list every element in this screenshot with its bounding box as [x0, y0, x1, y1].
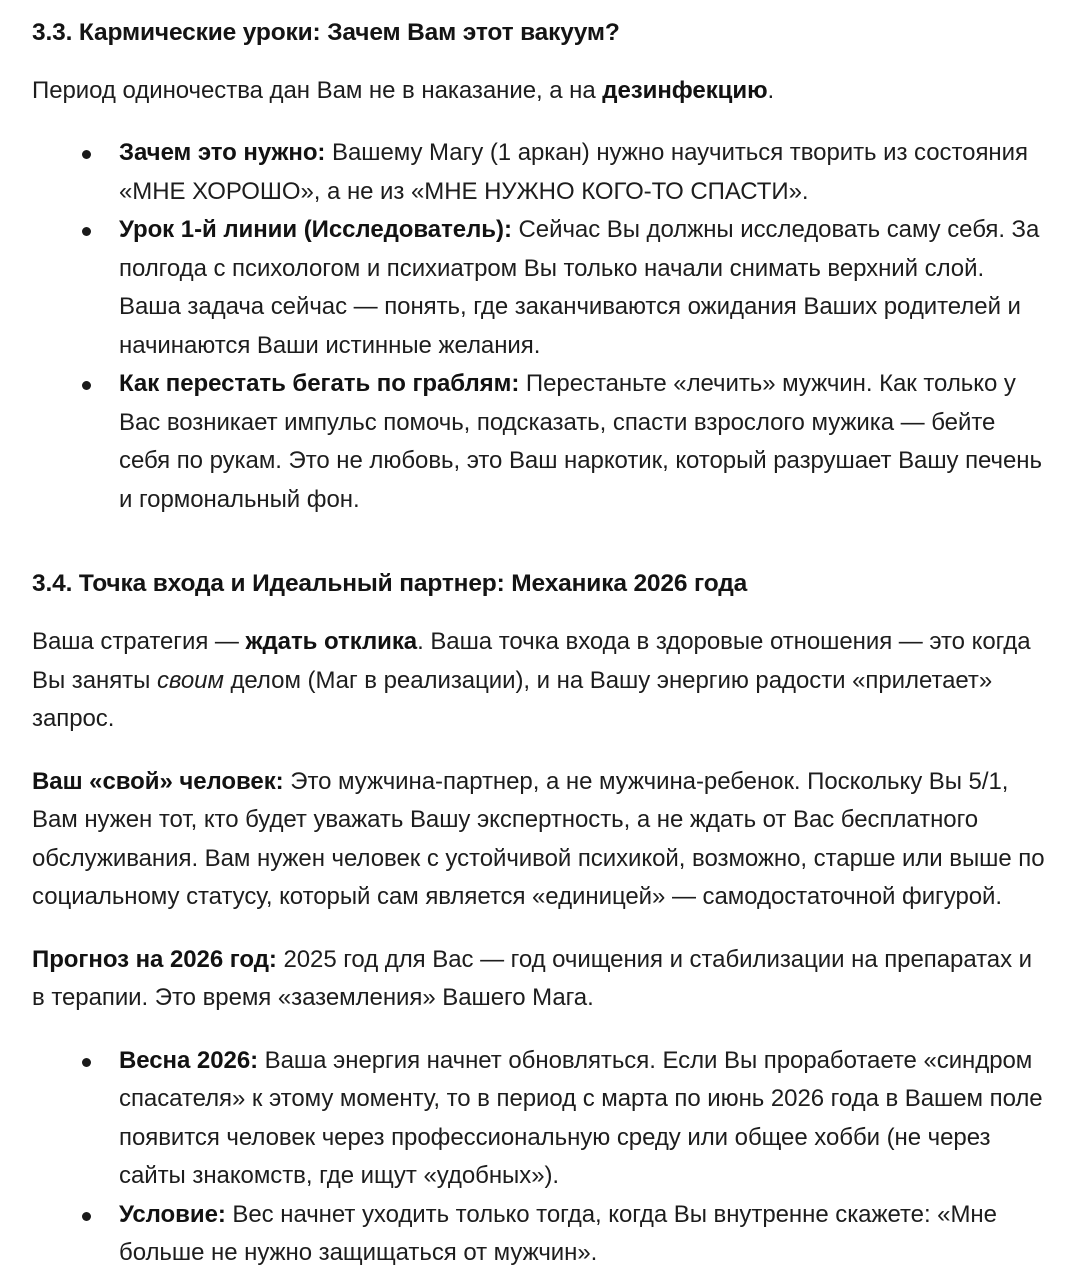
list-item-text: Ваша энергия начнет обновляться. Если Вы проработаете «синдром спасателя» к этому моменту, то в период с марта по июнь 2026 года в Вашем поле появится человек через профессиональную среду или общее хобби (не через сайты знакомств, где ищут «удобных»). — [119, 1046, 1043, 1190]
partner-text: Это мужчина-партнер, а не мужчина-ребенок. Поскольку Вы 5/1, Вам нужен тот, кто будет уважать Вашу экспертность, а не ждать от Вас бесплатного обслуживания. Вам нужен человек с устойчивой психикой, возможно, старше или выше по социальному статусу, который сам является «единицей» — самодостаточной фигурой. — [32, 767, 1045, 911]
list-item-lead: Весна 2026: — [119, 1046, 259, 1074]
list-item — [32, 211, 1046, 365]
section-heading-3-3: 3.3. Кармические уроки: Зачем Вам этот вакуум? — [32, 19, 620, 46]
section-3-3-bullet-list — [32, 134, 1046, 519]
list-item-lead: Как перестать бегать по граблям: — [119, 370, 520, 398]
partner-lead: Ваш «свой» человек: — [32, 767, 284, 795]
forecast-text: 2025 год для Вас — год очищения и стабилизации на препаратах и в терапии. Это время «заземления» Вашего Мага. — [32, 945, 1032, 1012]
section-3-4-strategy-paragraph — [32, 623, 1046, 739]
intro-text-after: . — [767, 76, 775, 104]
list-item-text: Сейчас Вы должны исследовать саму себя. За полгода с психологом и психиатром Вы только начали снимать верхний слой. Ваша задача сейчас — понять, где заканчиваются ожидания Ваших родителей и начинаются Ваши истинные желания. — [119, 216, 1040, 359]
list-item — [32, 1042, 1046, 1196]
list-item — [32, 365, 1046, 519]
list-item — [32, 134, 1046, 211]
list-item-text: Вес начнет уходить только тогда, когда Вы внутренне скажете: «Мне больше не нужно защищаться от мужчин». — [119, 1200, 997, 1267]
spacer — [32, 1018, 1046, 1042]
section-3-4-forecast-paragraph — [32, 941, 1046, 1018]
list-item-lead: Зачем это нужно: — [119, 139, 326, 167]
list-item-lead: Условие: — [119, 1200, 226, 1228]
strategy-text-part2: . Ваша точка входа в здоровые отношения — это когда Вы заняты — [32, 628, 1031, 694]
section-heading-3-4: 3.4. Точка входа и Идеальный партнер: Механика 2026 года — [32, 570, 748, 598]
spacer — [32, 599, 1046, 623]
intro-text-before: Период одиночества дан Вам не в наказание, а на — [32, 76, 603, 104]
spacer — [32, 739, 1046, 763]
spacer — [32, 519, 1046, 569]
spacer — [32, 917, 1046, 941]
forecast-lead: Прогноз на 2026 год: — [32, 945, 277, 973]
section-3-3-intro-paragraph — [32, 72, 1046, 111]
strategy-text-part1: Ваша стратегия — — [32, 628, 246, 656]
spacer — [32, 48, 1046, 72]
spacer — [32, 110, 1046, 134]
list-item-text: Вашему Магу (1 аркан) нужно научиться творить из состояния «МНЕ ХОРОШО», а не из «МНЕ НУЖНО КОГО-ТО СПАСТИ». — [119, 139, 1028, 205]
section-3-4-partner-paragraph — [32, 763, 1046, 917]
list-item-text: Перестаньте «лечить» мужчин. Как только у Вас возникает импульс помочь, подсказать, спасти взрослого мужика — бейте себя по рукам. Это не любовь, это Ваш наркотик, который разрушает Вашу печень и гормональный фон. — [119, 370, 1042, 513]
intro-bold-term: дезинфекцию — [602, 76, 768, 104]
list-item-lead: Урок 1-й линии (Исследователь): — [119, 216, 512, 244]
list-item — [32, 1196, 1046, 1273]
strategy-text-part3: делом (Маг в реализации), и на Вашу энергию радости «прилетает» запрос. — [32, 666, 993, 733]
strategy-bold-term: ждать отклика — [245, 628, 418, 656]
section-3-4-bullet-list — [32, 1042, 1046, 1273]
strategy-italic-term: своим — [156, 666, 224, 694]
